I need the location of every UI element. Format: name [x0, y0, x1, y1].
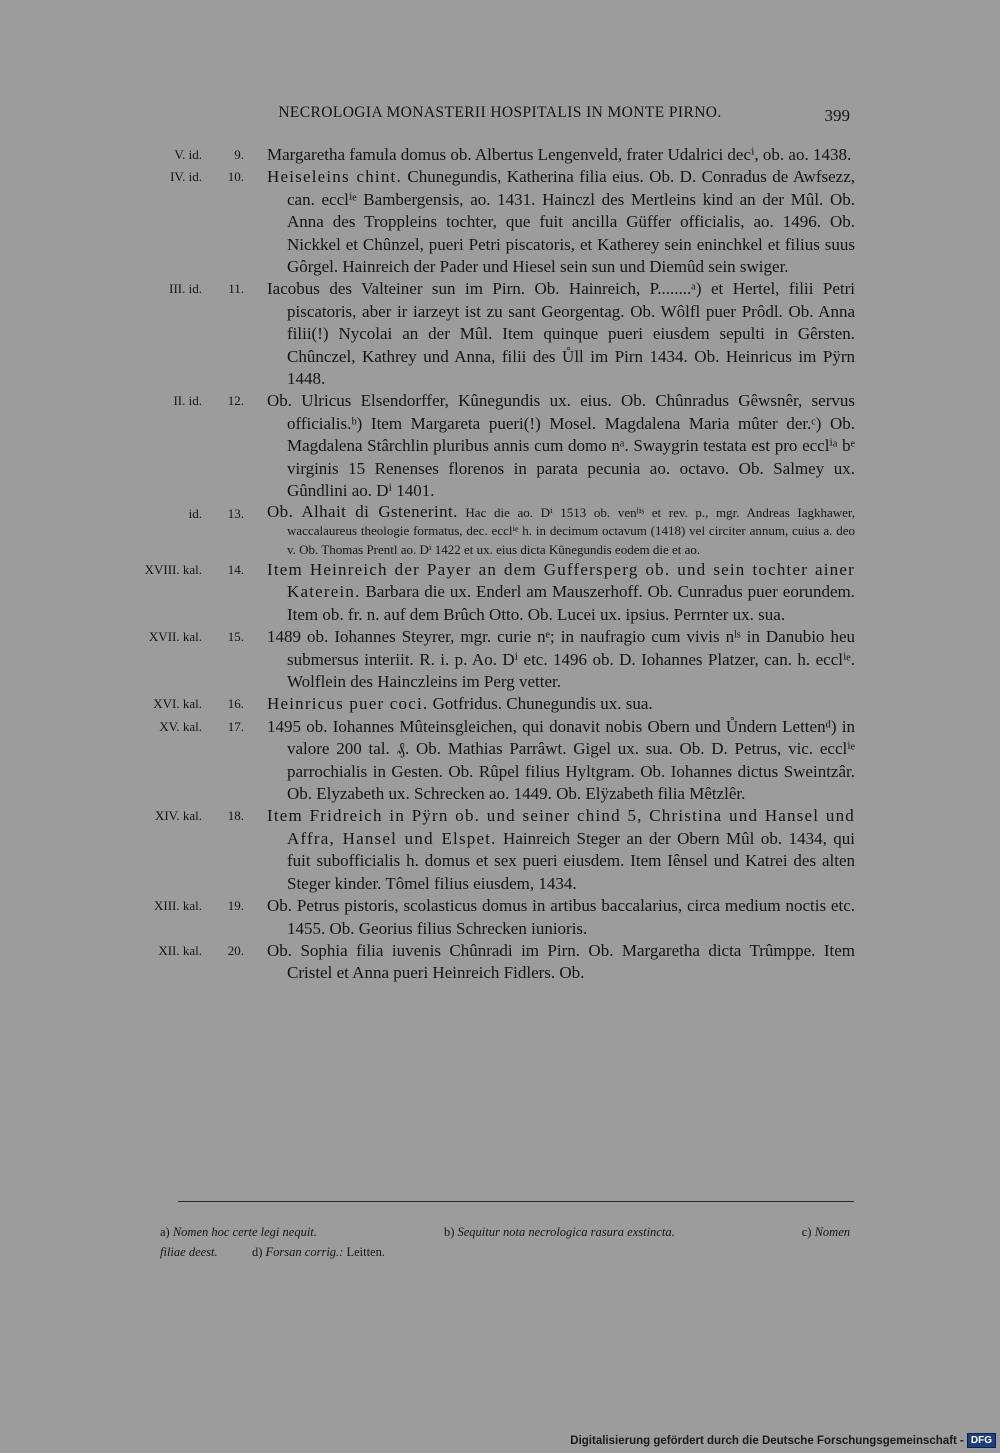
entry-date: III. id. [169, 281, 202, 297]
entry-date: V. id. [174, 147, 202, 162]
footnote-a [160, 1222, 317, 1242]
footnote-mark: c) [801, 1225, 812, 1239]
footnote-text: Sequitur nota necrologica rasura exstincta. [457, 1225, 675, 1239]
entry-row [120, 503, 855, 560]
entry-row [120, 940, 855, 985]
entry-row [120, 144, 855, 166]
footnote-mark: b) [443, 1225, 455, 1239]
entry-day: 19. [227, 898, 244, 914]
entry-day: 17. [227, 718, 244, 734]
footnote-text: Nomen [814, 1225, 850, 1239]
entry-row [120, 278, 855, 390]
footnote-line [160, 1242, 850, 1262]
entry-date: XIII. kal. [153, 898, 202, 914]
entry-date: XII. kal. [158, 942, 202, 958]
entry-text: 1495 ob. Iohannes Mûteinsgleichen, qui donavit nobis Obern und Ůndern Lettenᵈ) in valore 200 tal. ₰. Ob. Mathias Parrâwt. Gigel ux. sua. Ob. D. Petrus, vic. ecclⁱᵉ parrochialis in Gesten. Ob. Rûpel filius Hyltgram. Ob. Iohannes dictus Sweintzâr. Ob. Elyzabeth ux. Schrecken ao. 1449. Ob. Elÿzabeth filia Mêtzlêr. [267, 716, 855, 804]
entry-row [120, 693, 855, 715]
credit-text: Digitalisierung gefördert durch die Deutsche Forschungsgemeinschaft - [570, 1434, 964, 1447]
entry-row [120, 716, 855, 806]
entry-text: Ob. Petrus pistoris, scolasticus domus in artibus baccalarius, circa medium noctis etc. 1455. Ob. Georius filius Schrecken iunioris. [267, 896, 855, 938]
entry-text: 1489 ob. Iohannes Steyrer, mgr. curie nᵉ; in naufragio cum vivis nˡˢ in Danubio heu submersus interiit. R. i. p. Ao. Dⁱ etc. 1496 ob. D. Iohannes Platzer, can. h. ecclⁱᵉ. Wolflein des Hainczleins im Perg vetter. [267, 627, 855, 692]
entry-date: IV. id. [170, 169, 202, 185]
digitization-credit [570, 1433, 996, 1448]
entry-day: 15. [227, 629, 244, 645]
entry-row [120, 626, 855, 693]
entry-text: Ob. Ulricus Elsendorffer, Kûnegundis ux. eius. Ob. Chûnradus Gêwsnêr, servus officialis.ᵇ) Item Margareta pueri(!) Mosel. Magdalena Maria mûter der.ᶜ) Ob. Magdalena Stârchlin pluribus annis cum domo nᵃ. Swaygrin testata est pro ecclⁱᵃ bᵉ virginis 15 Renenses florenos in parata pecunia ao. octavo. Ob. Salmey ux. Gûndlini ao. Dⁱ 1401. [267, 391, 855, 501]
footnote-mark: a) [160, 1225, 170, 1239]
entry-text: Hac die ao. Dⁱ 1513 ob. venˡⁱˢ et rev. p., mgr. Andreas Iagkhawer, waccalaureus theologie formatus, dec. ecclⁱᵉ h. in decimum octavum (1418) vel circiter annum, cuius a. deo v. Ob. Thomas Prentl ao. Dⁱ 1422 et ux. eius dicta Kûnegundis eodem die et ao. [287, 504, 855, 557]
footnote-text: Forsan corrig.: [265, 1245, 344, 1259]
entry-row [120, 390, 855, 502]
entry-row [120, 559, 855, 626]
necrology-entries [120, 144, 855, 985]
footnote-text: Nomen hoc certe legi nequit. [172, 1225, 317, 1239]
entry-day: 12. [227, 393, 244, 409]
entry-day: 16. [227, 696, 244, 712]
entry-text: Gotfridus. Chunegundis ux. sua. [428, 694, 653, 714]
entry-text: Iacobus des Valteiner sun im Pirn. Ob. Hainreich, P........ᵃ) et Hertel, filii Petri piscatoris, aber ir iarzeyt ist zu sant Georgentag. Ob. Wôlfl puer Prôdl. Ob. Anna filii(!) Nycolai an der Mûl. Item quinque pueri eiusdem sepulti in Gêrsten. Chûnczel, Kathrey und Anna, filii des Ůll im Pirn 1434. Ob. Heinricus im Pÿrn 1448. [267, 279, 855, 389]
entry-text: Ob. Sophia filia iuvenis Chûnradi im Pirn. Ob. Margaretha dicta Trûmppe. Item Cristel et Anna pueri Heinreich Fidlers. Ob. [267, 940, 855, 983]
entry-lead: Heinricus puer coci. [267, 694, 429, 714]
entry-date: XIV. kal. [154, 808, 202, 824]
entry-text: Hainreich Steger an der Obern Mûl ob. 1434, qui fuit subofficialis h. domus et sex pueri eiusdem. Item Iênsel und Katrei des alten Steger kinder. Tômel filius eiusdem, 1434. [287, 828, 856, 893]
entry-date: XVII. kal. [148, 629, 202, 645]
footnote-text: filiae deest. [160, 1245, 218, 1259]
footnote-divider [178, 1201, 854, 1202]
footnote-mark: d) [252, 1245, 263, 1259]
footnote-value: Leitten. [346, 1245, 385, 1259]
entry-date: XV. kal. [159, 718, 202, 734]
entry-row [120, 805, 855, 895]
footnote-c [802, 1222, 850, 1242]
dfg-logo-icon: DFG [967, 1433, 996, 1448]
entry-date: XVIII. kal. [144, 562, 202, 577]
entry-lead: Ob. Alhait di Gstenerint. [267, 501, 458, 521]
entry-date: II. id. [173, 393, 202, 409]
page-header [150, 104, 850, 126]
entry-day: 11. [228, 281, 244, 297]
entry-date: XVI. kal. [153, 696, 202, 712]
entry-day: 18. [227, 808, 244, 824]
page-number: 399 [824, 106, 850, 125]
entry-lead: Item Heinreich der Payer an dem Guffersperg ob. und sein tochter ainer Katerein. [267, 560, 855, 602]
running-title: NECROLOGIA MONASTERII HOSPITALIS IN MONTE PIRNO. [278, 104, 722, 121]
entry-text-container [267, 805, 855, 895]
footnote-d [252, 1245, 385, 1259]
entry-date: id. [188, 505, 202, 521]
entry-day: 20. [227, 942, 244, 958]
entry-text: Chunegundis, Katherina filia eius. Ob. D. Conradus de Awfsezz, can. ecclⁱᵉ Bambergensis, ao. 1431. Hainczl des Mertleins kind an der Mûl. Ob. Anna des Troppleins tochter, que fuit ancilla Güffer officialis, ao. 1496. Ob. Nickkel et Chûnzel, pueri Petri piscatoris, et Katherey sein eninchkel et filius suus Gôrgel. Hainreich der Pader und Hiesel sein sun und Diemûd sein swiger. [287, 167, 855, 277]
entry-text-container [267, 559, 855, 626]
footnote-b [444, 1222, 675, 1242]
footnotes [160, 1222, 850, 1262]
entry-row [120, 166, 855, 278]
entry-day: 10. [227, 169, 244, 185]
entry-row [120, 895, 855, 940]
entry-day: 13. [227, 505, 244, 521]
entry-lead: Heiseleins chint. [267, 167, 402, 187]
entry-day: 14. [227, 562, 244, 577]
entry-lead: Item Fridreich in Pÿrn ob. und seiner chind 5, Christina und Hansel und Affra, Hansel und Elspet. [267, 806, 855, 848]
entry-text-container [267, 166, 855, 278]
entry-day: 9. [234, 147, 244, 162]
entry-text: Barbara die ux. Enderl am Mauszerhoff. Ob. Cunradus puer eorundem. Item ob. fr. n. auf dem Brûch Otto. Ob. Lucei ux. ipsius. Perrnter ux. sua. [287, 582, 855, 624]
entry-text: Margaretha famula domus ob. Albertus Lengenveld, frater Udalrici decⁱ, ob. ao. 1438. [267, 145, 852, 164]
entry-text-container [267, 693, 855, 715]
footnote-line [160, 1222, 850, 1242]
entry-text-container [267, 503, 855, 560]
